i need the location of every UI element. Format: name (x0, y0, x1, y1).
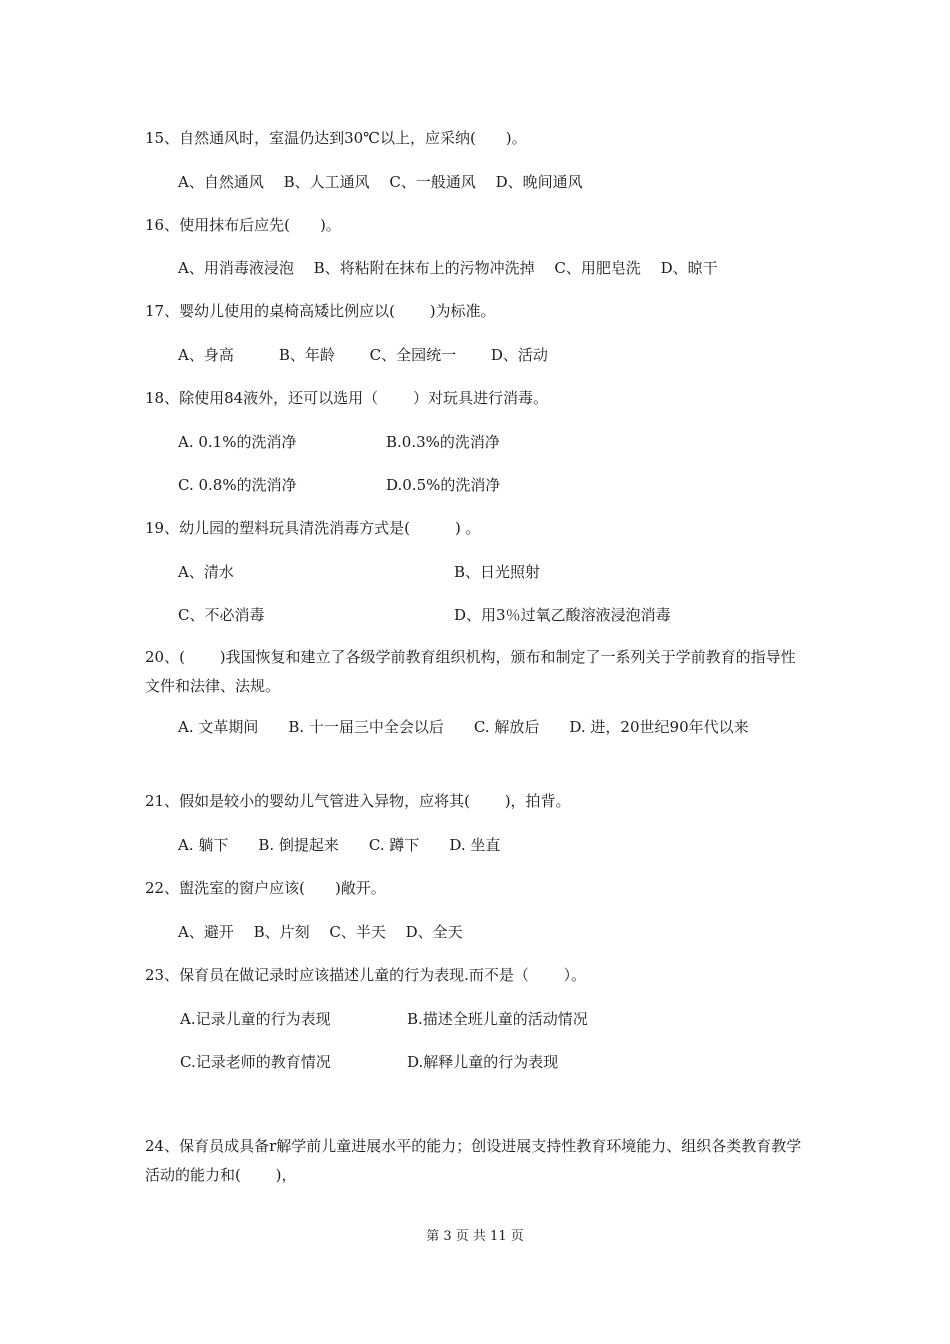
question-20-options: A. 文革期间 B. 十一届三中全会以后 C. 解放后 D. 进，20世纪90年代以来 (178, 718, 749, 736)
page-number-footer: 第 3 页 共 11 页 (426, 1229, 524, 1244)
question-15-stem: 15、自然通风时，室温仍达到30℃以上，应采纳( )。 (145, 129, 527, 147)
question-23-option-a: A.记录儿童的行为表现 (180, 1010, 331, 1028)
question-17-options: A、身高 B、年龄 C、全园统一 D、活动 (178, 346, 548, 364)
question-18-option-c: C. 0.8%的洗消净 (178, 476, 297, 494)
question-18-option-d: D.0.5%的洗消净 (386, 476, 501, 494)
question-19-option-a: A、清水 (178, 563, 234, 581)
question-23-option-c: C.记录老师的教育情况 (180, 1053, 331, 1071)
question-23-option-b: B.描述全班儿童的活动情况 (407, 1010, 588, 1028)
question-19-stem: 19、幼儿园的塑料玩具清洗消毒方式是( ) 。 (145, 519, 481, 537)
question-24-stem: 24、保育员成具备r解学前儿童进展水平的能力；创设进展支持性教育环境能力、组织各类教育教学活动的能力和( )， (145, 1137, 802, 1184)
question-22-options: A、避开 B、片刻 C、半天 D、全天 (178, 923, 463, 941)
question-19-option-c: C、不必消毒 (178, 606, 265, 624)
question-23-option-d: D.解释儿童的行为表现 (407, 1053, 559, 1071)
question-19-option-d: D、用3％过氧乙酸溶液浸泡消毒 (454, 606, 671, 624)
question-19-option-b: B、日光照射 (454, 563, 541, 581)
question-16-stem: 16、使用抹布后应先( )。 (145, 216, 341, 234)
question-20-stem: 20、( )我国恢复和建立了各级学前教育组织机构，颁布和制定了一系列关于学前教育的指导性文件和法律、法规。 (145, 648, 796, 695)
question-21-stem: 21、假如是较小的婴幼儿气管进入异物，应将其( )，拍背。 (145, 792, 571, 810)
question-23-stem: 23、保育员在做记录时应该描述儿童的行为表现.而不是（ ）。 (145, 966, 587, 984)
question-22-stem: 22、盥洗室的窗户应该( )敞开。 (145, 879, 386, 897)
question-18-stem: 18、除使用84液外，还可以选用（ ）对玩具进行消毒。 (145, 389, 548, 407)
question-21-options: A. 躺下 B. 倒提起来 C. 蹲下 D. 坐直 (178, 836, 501, 854)
question-16-options: A、用消毒液浸泡 B、将粘附在抹布上的污物冲洗掉 C、用肥皂洗 D、晾干 (178, 259, 718, 277)
question-18-option-a: A. 0.1%的洗消净 (178, 433, 297, 451)
question-17-stem: 17、婴幼儿使用的桌椅高矮比例应以( )为标准。 (145, 302, 496, 320)
question-15-options: A、自然通风 B、人工通风 C、一般通风 D、晚间通风 (178, 173, 583, 191)
question-18-option-b: B.0.3%的洗消净 (386, 433, 500, 451)
